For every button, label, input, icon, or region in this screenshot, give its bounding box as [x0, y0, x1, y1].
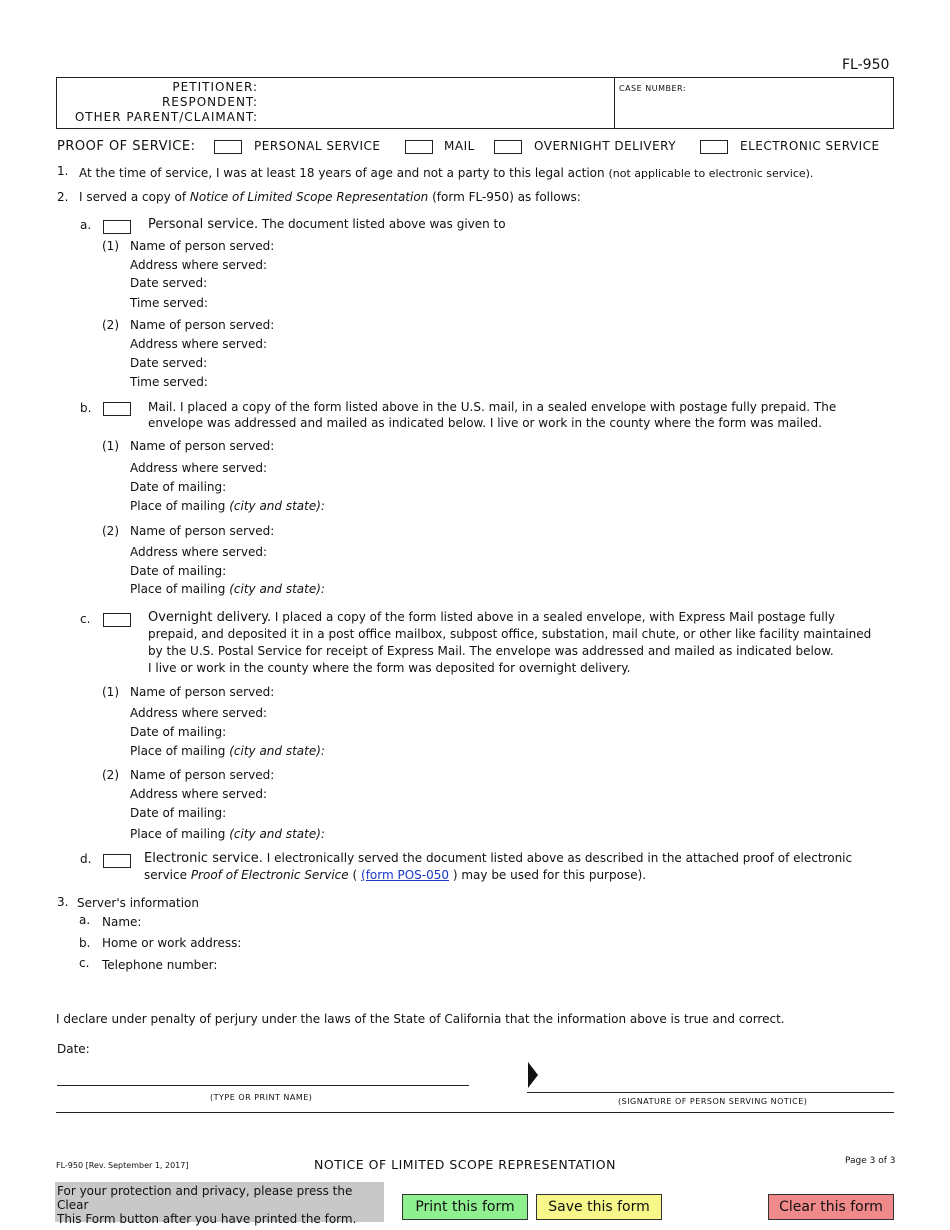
petitioner-label: PETITIONER: [172, 80, 258, 94]
a1-address: Address where served: [130, 258, 267, 272]
d-line-1 [144, 851, 852, 866]
b1-date: Date of mailing: [130, 480, 227, 494]
c1-number: (1) [102, 685, 119, 699]
caption-divider [614, 77, 615, 129]
save-button[interactable]: Save this form [536, 1194, 662, 1220]
d-pre: service [144, 868, 187, 882]
d-letter: d. [80, 852, 92, 866]
b2-address: Address where served: [130, 545, 267, 559]
signature-label: (SIGNATURE OF PERSON SERVING NOTICE) [618, 1097, 808, 1106]
b2-place [130, 582, 325, 597]
c2-name: Name of person served: [130, 768, 275, 782]
item-1-text [79, 166, 813, 181]
electronic-service-checkbox[interactable] [700, 140, 728, 154]
mail-item-checkbox[interactable] [103, 402, 131, 416]
c2-date: Date of mailing: [130, 806, 227, 820]
a1-date: Date served: [130, 276, 208, 290]
clear-button[interactable]: Clear this form [768, 1194, 894, 1220]
d-body-1: I electronically served the document listed above as described in the attached proof of electronic [266, 851, 853, 865]
b1-address: Address where served: [130, 461, 267, 475]
form-number: FL-950 [842, 57, 890, 73]
name-line [57, 1085, 469, 1086]
a1-name: Name of person served: [130, 239, 275, 253]
b2-place-label: Place of mailing [130, 582, 226, 596]
b1-place-note: (city and state): [229, 499, 325, 513]
item-2-pre: I served a copy of [79, 190, 187, 204]
b-letter: b. [80, 401, 92, 415]
c1-place-label: Place of mailing [130, 744, 226, 758]
a-text [148, 217, 506, 232]
b1-place-label: Place of mailing [130, 499, 226, 513]
d-line-2 [144, 868, 646, 883]
item-3b-letter: b. [79, 936, 91, 950]
server-telephone-label: Telephone number: [102, 958, 218, 972]
signature-line [527, 1092, 894, 1093]
footer-page: Page 3 of 3 [845, 1156, 896, 1166]
separator-line [56, 1112, 894, 1113]
a-heading: Personal service. [148, 217, 259, 232]
a2-name: Name of person served: [130, 318, 275, 332]
electronic-item-checkbox[interactable] [103, 854, 131, 868]
c2-place [130, 827, 325, 842]
b1-number: (1) [102, 439, 119, 453]
item-2-number: 2. [57, 190, 69, 204]
a2-date: Date served: [130, 356, 208, 370]
b-heading: Mail. [148, 400, 177, 414]
privacy-notice [55, 1182, 384, 1226]
electronic-service-option: ELECTRONIC SERVICE [740, 139, 880, 153]
c1-date: Date of mailing: [130, 725, 227, 739]
b-body-1: I placed a copy of the form listed above in the U.S. mail, in a sealed envelope with postage fully prepaid. The [180, 400, 837, 414]
a-letter: a. [80, 218, 92, 232]
overnight-item-checkbox[interactable] [103, 613, 131, 627]
c-line-3: by the U.S. Postal Service for receipt of Express Mail. The envelope was addressed and mailed as indicated below. [148, 644, 834, 658]
item-2-text [79, 190, 581, 205]
c1-name: Name of person served: [130, 685, 275, 699]
c2-number: (2) [102, 768, 119, 782]
print-button[interactable]: Print this form [402, 1194, 528, 1220]
c2-address: Address where served: [130, 787, 267, 801]
overnight-delivery-checkbox[interactable] [494, 140, 522, 154]
c-body-1: I placed a copy of the form listed above in a sealed envelope, with Express Mail postage fully [274, 610, 836, 624]
personal-service-item-checkbox[interactable] [103, 220, 131, 234]
b1-name: Name of person served: [130, 439, 275, 453]
overnight-delivery-option: OVERNIGHT DELIVERY [534, 139, 677, 153]
item-3-heading: Server's information [77, 896, 199, 910]
signature-arrow-icon [528, 1062, 538, 1088]
c1-place-note: (city and state): [229, 744, 325, 758]
b2-name: Name of person served: [130, 524, 275, 538]
mail-option: MAIL [444, 139, 475, 153]
c2-place-note: (city and state): [229, 827, 325, 841]
privacy-notice-line-2: This Form button after you have printed the form. [57, 1212, 357, 1226]
respondent-label: RESPONDENT: [161, 95, 258, 109]
d-title: Proof of Electronic Service [190, 868, 349, 882]
d-post: ) may be used for this purpose). [452, 868, 647, 882]
item-2-post: (form FL-950) as follows: [432, 190, 581, 204]
c-heading: Overnight delivery. [148, 610, 272, 625]
type-print-name-label: (TYPE OR PRINT NAME) [210, 1093, 313, 1102]
d-paren: ( [352, 868, 358, 882]
c2-place-label: Place of mailing [130, 827, 226, 841]
form-pos-050-link[interactable]: (form POS-050 [361, 868, 450, 882]
c-line-4: I live or work in the county where the form was deposited for overnight delivery. [148, 661, 631, 675]
item-3a-letter: a. [79, 913, 91, 927]
other-parent-label: OTHER PARENT/CLAIMANT: [74, 110, 258, 124]
c-line-1 [148, 610, 835, 625]
proof-of-service-label: PROOF OF SERVICE: [57, 139, 196, 154]
b-line-2: envelope was addressed and mailed as indicated below. I live or work in the county where the form was mailed. [148, 416, 822, 430]
d-heading: Electronic service. [144, 851, 263, 866]
b-line-1 [148, 400, 836, 415]
b2-place-note: (city and state): [229, 582, 325, 596]
a2-time: Time served: [130, 375, 208, 389]
b1-place [130, 499, 325, 514]
declaration-text: I declare under penalty of perjury under the laws of the State of California that the information above is true and correct. [56, 1012, 785, 1026]
c1-address: Address where served: [130, 706, 267, 720]
personal-service-option: PERSONAL SERVICE [254, 139, 381, 153]
a-body: The document listed above was given to [261, 217, 506, 231]
item-3c-letter: c. [79, 956, 90, 970]
b2-number: (2) [102, 524, 119, 538]
item-1-main: At the time of service, I was at least 18 years of age and not a party to this legal action [79, 166, 605, 180]
server-address-label: Home or work address: [102, 936, 242, 950]
footer-rev: FL-950 [Rev. September 1, 2017] [56, 1161, 189, 1170]
date-label: Date: [57, 1042, 90, 1056]
a1-number: (1) [102, 239, 119, 253]
b2-date: Date of mailing: [130, 564, 227, 578]
server-name-label: Name: [102, 915, 142, 929]
c-letter: c. [80, 612, 91, 626]
mail-checkbox[interactable] [405, 140, 433, 154]
item-1-note: (not applicable to electronic service). [608, 167, 814, 180]
a2-address: Address where served: [130, 337, 267, 351]
footer-title: NOTICE OF LIMITED SCOPE REPRESENTATION [314, 1157, 616, 1172]
a2-number: (2) [102, 318, 119, 332]
personal-service-checkbox[interactable] [214, 140, 242, 154]
c1-place [130, 744, 325, 759]
item-1-number: 1. [57, 164, 69, 178]
c-line-2: prepaid, and deposited it in a post office mailbox, subpost office, substation, mail chute, or other like facility maintained [148, 627, 872, 641]
item-2-title: Notice of Limited Scope Representation [189, 190, 429, 204]
case-number-label: CASE NUMBER: [619, 84, 687, 93]
privacy-notice-line-1: For your protection and privacy, please press the Clear [57, 1184, 353, 1212]
item-3-number: 3. [57, 895, 69, 909]
a1-time: Time served: [130, 296, 208, 310]
